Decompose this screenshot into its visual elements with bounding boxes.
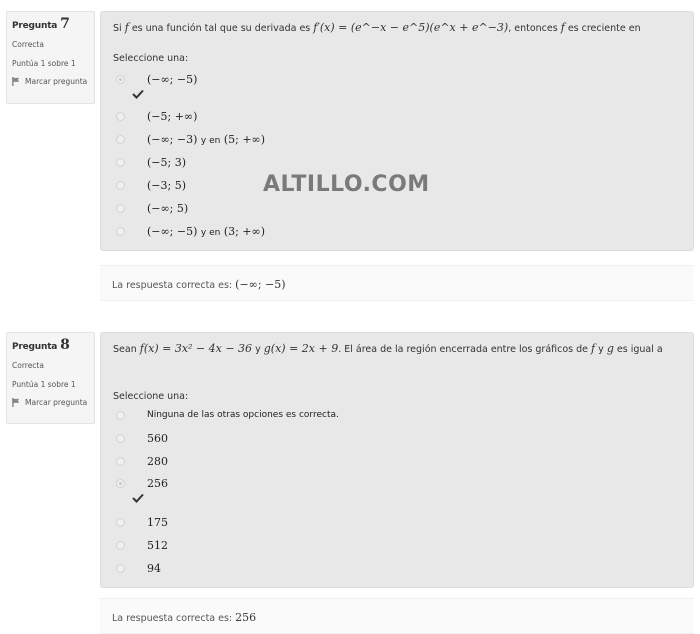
- right-answer: [112, 278, 286, 291]
- question-outcome-7: [100, 265, 694, 301]
- math-g: g(x) = 2x + 9: [263, 342, 339, 355]
- text-part: Si: [113, 23, 122, 34]
- question-outcome-8: [100, 598, 694, 634]
- answer-option[interactable]: [116, 430, 168, 446]
- text-part: es igual: [616, 344, 654, 355]
- option-label: (−5; 3): [147, 155, 186, 169]
- math-g: g: [606, 342, 614, 355]
- math-derivative: f′(x) = (e^−x − e^5)(e^x + e^−3): [313, 21, 509, 34]
- answer-prompt: Seleccione una:: [113, 53, 189, 64]
- radio-button[interactable]: [116, 411, 125, 420]
- answer-option[interactable]: [116, 475, 168, 491]
- radio-button[interactable]: [116, 227, 125, 236]
- option-join: y en: [200, 135, 221, 146]
- watermark: ALTILLO.COM: [263, 172, 430, 197]
- math-f: f: [591, 342, 596, 355]
- right-answer-value: 256: [235, 611, 257, 624]
- answer-option[interactable]: [116, 223, 265, 239]
- option-label: 175: [147, 515, 168, 529]
- option-interval: (−∞; −5): [147, 224, 198, 238]
- option-interval: (3; +∞): [223, 224, 265, 238]
- flag-question-button[interactable]: [12, 77, 89, 86]
- question-number-value: 7: [60, 16, 70, 32]
- answer-option[interactable]: [116, 131, 265, 147]
- question-text: [113, 341, 673, 358]
- question-text: [113, 20, 673, 37]
- question-formulation-8: [100, 332, 694, 588]
- option-label: Ninguna de las otras opciones es correcta.: [147, 410, 339, 420]
- radio-button[interactable]: [116, 158, 125, 167]
- option-label: (−5; +∞): [147, 109, 198, 123]
- answer-option[interactable]: [116, 407, 339, 423]
- text-part: a: [656, 344, 663, 355]
- flag-label: Marcar pregunta: [25, 398, 88, 407]
- question-label: Pregunta: [12, 21, 58, 31]
- answer-option[interactable]: [116, 537, 168, 553]
- radio-button[interactable]: [116, 112, 125, 121]
- option-label: 256: [147, 476, 168, 490]
- answer-option[interactable]: [116, 71, 197, 87]
- text-part: y: [255, 344, 261, 355]
- answer-option[interactable]: [116, 108, 197, 124]
- text-part: es creciente en: [567, 23, 641, 34]
- option-label: 94: [147, 561, 161, 575]
- answer-option[interactable]: [116, 177, 186, 193]
- math-f: f: [560, 21, 565, 34]
- question-info-8: [6, 332, 95, 424]
- question-number-value: 8: [60, 337, 70, 353]
- flag-label: Marcar pregunta: [25, 77, 88, 86]
- option-interval: (5; +∞): [223, 132, 265, 146]
- right-answer: [112, 611, 256, 624]
- answer-option[interactable]: [116, 154, 186, 170]
- question-grade: Puntúa 1 sobre 1: [12, 380, 76, 389]
- answer-option[interactable]: [116, 514, 168, 530]
- question-number: [12, 16, 89, 32]
- option-label: 560: [147, 431, 168, 445]
- math-f: f: [124, 21, 129, 34]
- flag-icon: [12, 398, 21, 407]
- question-formulation-7: [100, 11, 694, 251]
- radio-button[interactable]: [116, 75, 125, 84]
- text-part: y: [598, 344, 604, 355]
- radio-button[interactable]: [116, 479, 125, 488]
- text-part: es una función tal que su derivada es: [131, 23, 311, 34]
- radio-button[interactable]: [116, 181, 125, 190]
- radio-button[interactable]: [116, 564, 125, 573]
- option-join: y en: [200, 227, 221, 238]
- flag-icon: [12, 77, 21, 86]
- option-interval: (−∞; −3): [147, 132, 198, 146]
- option-label: [147, 133, 265, 146]
- text-part: , entonces: [508, 23, 558, 34]
- checkmark-icon: [132, 493, 144, 503]
- question-state: Correcta: [12, 361, 44, 370]
- radio-button[interactable]: [116, 204, 125, 213]
- option-label: [147, 225, 265, 238]
- text-part: . El área de la región encerrada entre los gráficos de: [338, 344, 589, 355]
- answer-option[interactable]: [116, 560, 161, 576]
- text-part: Sean: [113, 344, 137, 355]
- flag-question-button[interactable]: [12, 398, 89, 407]
- question-grade: Puntúa 1 sobre 1: [12, 59, 76, 68]
- answer-option[interactable]: [116, 453, 168, 469]
- answer-prompt: Seleccione una:: [113, 391, 189, 402]
- right-answer-label: La respuesta correcta es:: [112, 613, 233, 624]
- option-label: 512: [147, 538, 168, 552]
- radio-button[interactable]: [116, 541, 125, 550]
- answer-option[interactable]: [116, 200, 188, 216]
- option-label: 280: [147, 454, 168, 468]
- question-info-7: [6, 11, 95, 104]
- math-f: f(x) = 3x² − 4x − 36: [139, 342, 253, 355]
- question-label: Pregunta: [12, 342, 58, 352]
- radio-button[interactable]: [116, 457, 125, 466]
- radio-button[interactable]: [116, 434, 125, 443]
- question-state: Correcta: [12, 40, 44, 49]
- checkmark-icon: [132, 89, 144, 99]
- question-number: [12, 337, 89, 353]
- right-answer-label: La respuesta correcta es:: [112, 280, 233, 291]
- option-label: (−∞; 5): [147, 201, 189, 215]
- option-label: (−∞; −5): [147, 72, 198, 86]
- right-answer-value: (−∞; −5): [235, 278, 286, 291]
- option-label: (−3; 5): [147, 178, 186, 192]
- radio-button[interactable]: [116, 135, 125, 144]
- radio-button[interactable]: [116, 518, 125, 527]
